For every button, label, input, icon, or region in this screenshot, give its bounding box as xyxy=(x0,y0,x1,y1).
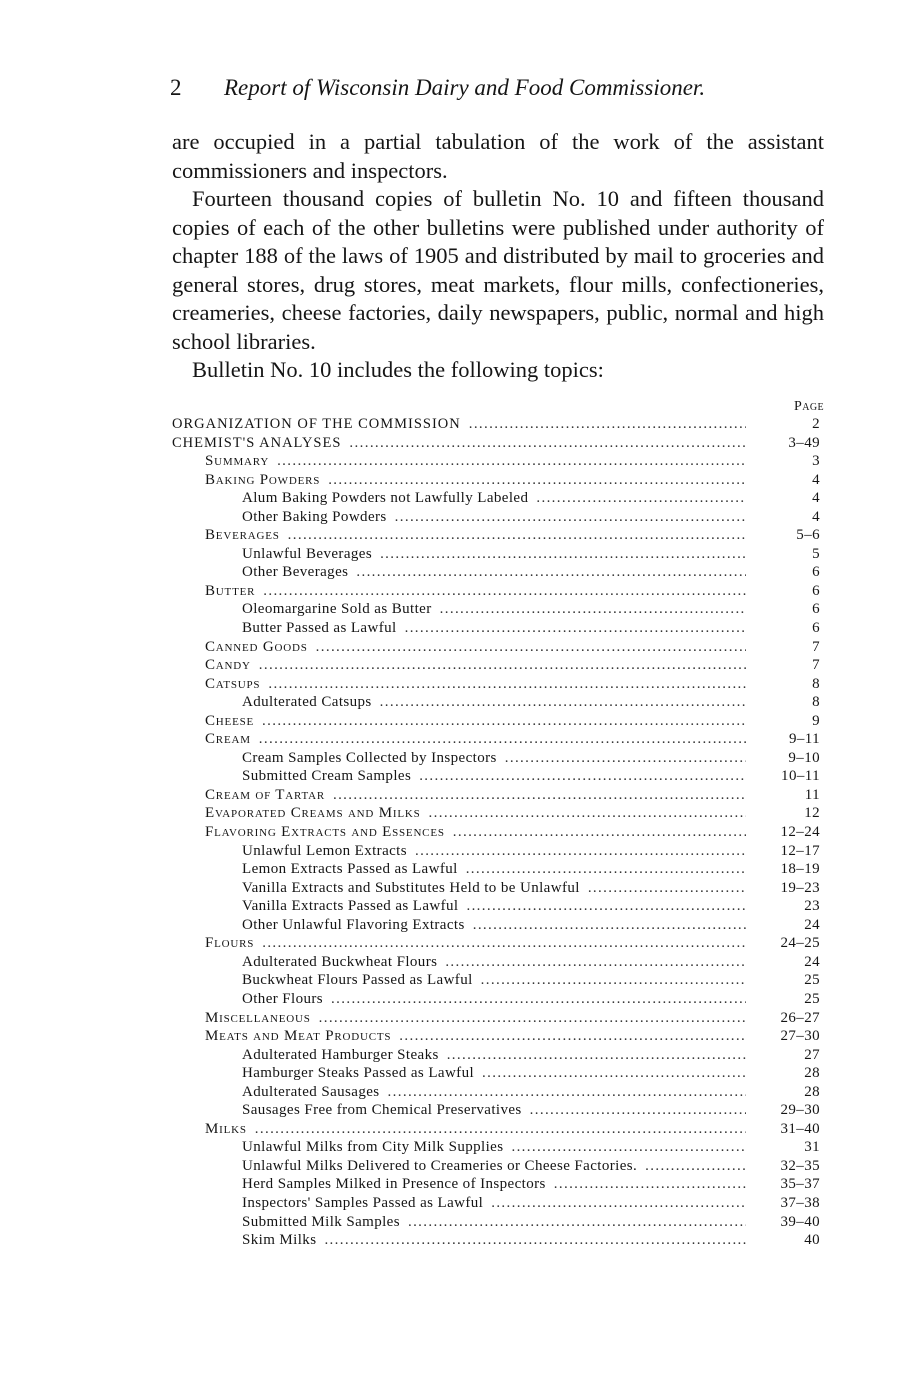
dot-leader xyxy=(645,1157,746,1176)
dot-leader xyxy=(259,730,746,749)
toc-entry xyxy=(172,1083,824,1102)
dot-leader xyxy=(263,582,746,601)
toc-entry-label: Cream Samples Collected by Inspectors xyxy=(242,749,497,766)
toc-entry xyxy=(172,619,824,638)
toc-entry-label: Inspectors' Samples Passed as Lawful xyxy=(242,1194,484,1211)
toc-entry-label: Miscellaneous xyxy=(205,1009,311,1026)
toc-entry-label: Summary xyxy=(205,453,270,470)
toc-entry-page: 12 xyxy=(804,805,820,822)
toc-entry-label: Flavoring Extracts and Essences xyxy=(205,824,445,841)
dot-leader xyxy=(255,1120,746,1139)
toc-page-column-header: Page xyxy=(794,399,824,414)
toc-entry-label: Beverages xyxy=(205,527,280,544)
toc-entry-label: Adulterated Sausages xyxy=(242,1083,380,1100)
toc-entry-label: Cream of Tartar xyxy=(205,786,325,803)
toc-entry-page: 2 xyxy=(812,416,820,432)
toc-entry-page: 24–25 xyxy=(780,935,820,952)
dot-leader xyxy=(530,1101,746,1120)
toc-entry xyxy=(172,990,824,1009)
toc-entry-page: 9 xyxy=(812,712,820,729)
toc-entry xyxy=(172,452,824,471)
toc-entry-label: Cheese xyxy=(205,712,255,729)
toc-entry xyxy=(172,1027,824,1046)
dot-leader xyxy=(554,1175,746,1194)
toc-entry-page: 19–23 xyxy=(780,879,820,896)
toc-entry xyxy=(172,1194,824,1213)
dot-leader xyxy=(415,842,746,861)
toc-entry-label: Butter Passed as Lawful xyxy=(242,620,397,637)
toc-entry xyxy=(172,767,824,786)
paragraph-topics-intro: Bulletin No. 10 includes the following topics: xyxy=(192,357,604,382)
toc-entry xyxy=(172,953,824,972)
toc-entry-page: 8 xyxy=(812,675,820,692)
toc-entry-label: Cream xyxy=(205,731,251,748)
dot-leader xyxy=(259,656,746,675)
toc-entry-label: Catsups xyxy=(205,675,261,692)
dot-leader xyxy=(429,804,746,823)
toc-entry xyxy=(172,1175,824,1194)
toc-entry-label: Vanilla Extracts and Substitutes Held to be Unlawful xyxy=(242,879,580,896)
dot-leader xyxy=(399,1027,746,1046)
toc-entry-page: 32–35 xyxy=(780,1157,820,1174)
toc-entry-page: 7 xyxy=(812,657,820,674)
toc-rows xyxy=(172,415,824,1250)
toc-entry-page: 4 xyxy=(812,508,820,525)
dot-leader xyxy=(324,1231,746,1250)
toc-entry xyxy=(172,823,824,842)
toc-entry-page: 25 xyxy=(804,972,820,989)
dot-leader xyxy=(288,526,746,545)
dot-leader xyxy=(408,1213,746,1232)
toc-entry-page: 4 xyxy=(812,471,820,488)
dot-leader xyxy=(505,749,746,768)
toc-entry-page: 35–37 xyxy=(780,1176,820,1193)
toc-entry-label: Unlawful Beverages xyxy=(242,545,373,562)
toc-entry-page: 24 xyxy=(804,953,820,970)
toc-entry xyxy=(172,526,824,545)
toc-entry-label: Alum Baking Powders not Lawfully Labeled xyxy=(242,490,529,507)
dot-leader xyxy=(349,434,746,453)
toc-entry xyxy=(172,749,824,768)
toc-entry-label: Adulterated Buckwheat Flours xyxy=(242,953,438,970)
toc-entry-page: 4 xyxy=(812,490,820,507)
toc-entry xyxy=(172,656,824,675)
toc-entry xyxy=(172,1064,824,1083)
toc-entry-label: Other Beverages xyxy=(242,564,349,581)
toc-entry xyxy=(172,471,824,490)
toc-entry-label: Submitted Cream Samples xyxy=(242,768,412,785)
toc-entry-page: 9–10 xyxy=(788,749,820,766)
toc-entry-label: Canned Goods xyxy=(205,638,308,655)
toc-entry-page: 10–11 xyxy=(781,768,820,785)
dot-leader xyxy=(511,1138,746,1157)
toc-entry xyxy=(172,804,824,823)
toc-entry-page: 24 xyxy=(804,916,820,933)
dot-leader xyxy=(331,990,746,1009)
dot-leader xyxy=(466,860,746,879)
toc-entry xyxy=(172,582,824,601)
toc-entry-label: Unlawful Lemon Extracts xyxy=(242,842,407,859)
toc-entry xyxy=(172,786,824,805)
dot-leader xyxy=(419,767,746,786)
toc-entry xyxy=(172,842,824,861)
dot-leader xyxy=(333,786,746,805)
toc-entry xyxy=(172,879,824,898)
toc-entry xyxy=(172,415,824,434)
toc-entry-label: Other Unlawful Flavoring Extracts xyxy=(242,916,465,933)
toc-entry-label: Unlawful Milks from City Milk Supplies xyxy=(242,1139,504,1156)
dot-leader xyxy=(328,471,746,490)
toc-entry xyxy=(172,1046,824,1065)
dot-leader xyxy=(466,897,746,916)
toc-entry-label: Skim Milks xyxy=(242,1232,317,1249)
toc-entry-label: Adulterated Hamburger Steaks xyxy=(242,1046,439,1063)
toc-entry-label: Buckwheat Flours Passed as Lawful xyxy=(242,972,473,989)
dot-leader xyxy=(380,545,746,564)
dot-leader xyxy=(356,563,746,582)
toc-entry xyxy=(172,638,824,657)
toc-entry-label: Adulterated Catsups xyxy=(242,694,372,711)
toc-entry-page: 6 xyxy=(812,582,820,599)
toc-entry-label: CHEMIST'S ANALYSES xyxy=(172,434,342,451)
dot-leader xyxy=(482,1064,746,1083)
toc-entry-label: Lemon Extracts Passed as Lawful xyxy=(242,861,458,878)
toc-entry-page: 27–30 xyxy=(780,1028,820,1045)
dot-leader xyxy=(445,953,746,972)
dot-leader xyxy=(405,619,746,638)
toc-entry xyxy=(172,563,824,582)
page-number: 2 xyxy=(170,75,182,100)
table-of-contents xyxy=(172,398,824,1250)
dot-leader xyxy=(491,1194,746,1213)
toc-entry-page: 25 xyxy=(804,990,820,1007)
toc-entry-page: 37–38 xyxy=(780,1194,820,1211)
dot-leader xyxy=(268,675,746,694)
toc-entry-page: 28 xyxy=(804,1083,820,1100)
toc-entry xyxy=(172,434,824,453)
toc-entry xyxy=(172,545,824,564)
toc-entry xyxy=(172,897,824,916)
toc-entry-page: 6 xyxy=(812,620,820,637)
dot-leader xyxy=(536,489,746,508)
dot-leader xyxy=(262,934,746,953)
toc-entry-label: Other Flours xyxy=(242,990,324,1007)
dot-leader xyxy=(588,879,746,898)
toc-entry-page: 31 xyxy=(804,1139,820,1156)
toc-entry xyxy=(172,675,824,694)
dot-leader xyxy=(453,823,746,842)
toc-entry-page: 3–49 xyxy=(788,434,820,451)
dot-leader xyxy=(469,415,746,434)
dot-leader xyxy=(380,693,746,712)
toc-entry xyxy=(172,489,824,508)
toc-entry xyxy=(172,693,824,712)
toc-entry-label: Evaporated Creams and Milks xyxy=(205,805,421,822)
toc-entry-page: 7 xyxy=(812,638,820,655)
toc-entry xyxy=(172,508,824,527)
dot-leader xyxy=(481,971,746,990)
toc-entry-page: 12–17 xyxy=(780,842,820,859)
dot-leader xyxy=(388,1083,746,1102)
toc-entry-page: 11 xyxy=(804,786,820,803)
toc-entry xyxy=(172,934,824,953)
toc-entry-label: Herd Samples Milked in Presence of Inspectors xyxy=(242,1176,546,1193)
dot-leader xyxy=(277,452,746,471)
toc-entry-page: 12–24 xyxy=(780,824,820,841)
toc-entry xyxy=(172,916,824,935)
toc-entry-page: 28 xyxy=(804,1065,820,1082)
dot-leader xyxy=(473,916,746,935)
toc-entry-label: Milks xyxy=(205,1120,247,1137)
toc-entry xyxy=(172,1157,824,1176)
toc-entry-label: Sausages Free from Chemical Preservatives xyxy=(242,1102,522,1119)
toc-entry-page: 26–27 xyxy=(780,1009,820,1026)
toc-entry-page: 5–6 xyxy=(796,527,820,544)
toc-entry xyxy=(172,971,824,990)
toc-entry-label: Oleomargarine Sold as Butter xyxy=(242,601,432,618)
toc-entry-page: 5 xyxy=(812,545,820,562)
dot-leader xyxy=(440,600,746,619)
toc-entry-page: 18–19 xyxy=(780,861,820,878)
toc-entry-label: Vanilla Extracts Passed as Lawful xyxy=(242,898,459,915)
toc-entry-page: 6 xyxy=(812,601,820,618)
toc-entry xyxy=(172,730,824,749)
toc-entry-page: 29–30 xyxy=(780,1102,820,1119)
dot-leader xyxy=(319,1009,746,1028)
dot-leader xyxy=(447,1046,746,1065)
toc-entry-page: 27 xyxy=(804,1046,820,1063)
toc-entry-label: ORGANIZATION OF THE COMMISSION xyxy=(172,416,461,432)
paragraph-bulletin-distribution: Fourteen thousand copies of bulletin No. 10 and fifteen thousand copies of each of the other bulletins were published under authority of chapter 188 of the laws of 1905 and distributed by mail to groceries and general stores, drug stores, meat markets, flour mills, confectioneries, creameries, cheese factories, daily newspapers, public, normal and high school libraries. xyxy=(172,186,824,354)
toc-entry-label: Hamburger Steaks Passed as Lawful xyxy=(242,1065,475,1082)
toc-entry xyxy=(172,1120,824,1139)
running-title: Report of Wisconsin Dairy and Food Commissioner. xyxy=(224,75,706,100)
dot-leader xyxy=(395,508,746,527)
toc-entry-label: Submitted Milk Samples xyxy=(242,1213,400,1230)
toc-entry-label: Baking Powders xyxy=(205,471,321,488)
toc-entry-label: Other Baking Powders xyxy=(242,508,387,525)
toc-entry-page: 3 xyxy=(812,453,820,470)
body-text xyxy=(172,128,824,385)
toc-entry xyxy=(172,1101,824,1120)
paragraph-continuation: are occupied in a partial tabulation of the work of the assistant commissioners and inspectors. xyxy=(172,129,824,183)
toc-entry xyxy=(172,1009,824,1028)
toc-entry-page: 23 xyxy=(804,898,820,915)
toc-entry-page: 8 xyxy=(812,694,820,711)
toc-entry xyxy=(172,712,824,731)
toc-entry-page: 40 xyxy=(804,1232,820,1249)
toc-entry-label: Flours xyxy=(205,935,255,952)
toc-entry xyxy=(172,600,824,619)
toc-entry-label: Unlawful Milks Delivered to Creameries or Cheese Factories. xyxy=(242,1157,638,1174)
running-header xyxy=(170,74,830,102)
toc-entry-label: Meats and Meat Products xyxy=(205,1028,392,1045)
toc-entry-page: 31–40 xyxy=(780,1120,820,1137)
toc-entry-page: 39–40 xyxy=(780,1213,820,1230)
toc-entry-page: 6 xyxy=(812,564,820,581)
toc-entry-page: 9–11 xyxy=(788,731,820,748)
toc-entry-label: Butter xyxy=(205,582,256,599)
toc-entry xyxy=(172,1213,824,1232)
toc-entry xyxy=(172,1231,824,1250)
toc-entry xyxy=(172,860,824,879)
toc-entry-label: Candy xyxy=(205,657,251,674)
dot-leader xyxy=(316,638,746,657)
toc-entry xyxy=(172,1138,824,1157)
dot-leader xyxy=(262,712,746,731)
